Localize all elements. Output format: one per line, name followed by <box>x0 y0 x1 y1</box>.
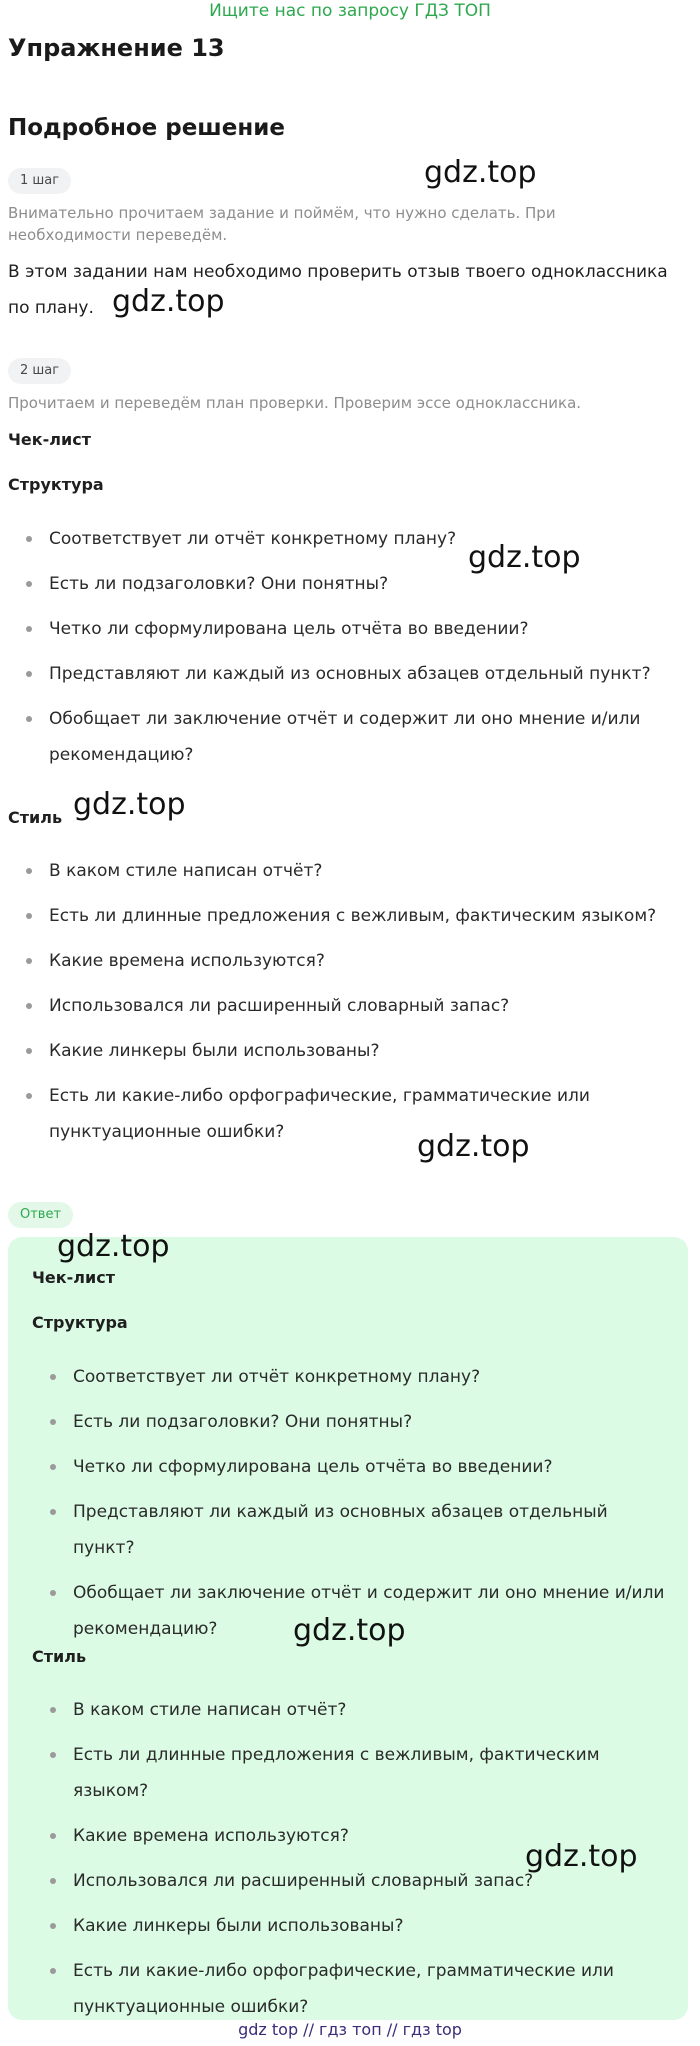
watermark: gdz.top <box>73 787 186 822</box>
answer-structure-heading: Структура <box>32 1313 128 1332</box>
step-1-badge: 1 шаг <box>8 168 71 194</box>
watermark: gdz.top <box>293 1613 406 1648</box>
list-item: Представляют ли каждый из основных абзацев отдельный пункт? <box>8 656 668 692</box>
step-1-hint: Внимательно прочитаем задание и поймём, что нужно сделать. При необходимости переведём. <box>8 204 556 244</box>
list-item: Какие времена используются? <box>8 943 668 979</box>
list-item: Четко ли сформулирована цель отчёта во введении? <box>32 1449 672 1485</box>
list-item: Соответствует ли отчёт конкретному плану? <box>32 1359 672 1395</box>
footer-links[interactable]: gdz top // гдз топ // гдз top <box>238 2020 462 2039</box>
list-item: Какие линкеры были использованы? <box>32 1908 672 1944</box>
watermark: gdz.top <box>417 1129 530 1164</box>
structure-heading: Структура <box>8 475 104 494</box>
list-item: Соответствует ли отчёт конкретному плану? <box>8 521 668 557</box>
list-item: Есть ли какие-либо орфографические, грамматические или пунктуационные ошибки? <box>8 1078 668 1150</box>
style-list <box>8 853 668 1159</box>
step-2-badge: 2 шаг <box>8 358 71 384</box>
watermark: gdz.top <box>424 155 537 190</box>
list-item: Использовался ли расширенный словарный запас? <box>8 988 668 1024</box>
list-item: В каком стиле написан отчёт? <box>8 853 668 889</box>
watermark: gdz.top <box>112 284 225 319</box>
solution-heading: Подробное решение <box>8 115 285 141</box>
list-item: Есть ли подзаголовки? Они понятны? <box>8 566 668 602</box>
list-item: Есть ли длинные предложения с вежливым, фактическим языком? <box>8 898 668 934</box>
page-title: Упражнение 13 <box>8 34 225 62</box>
step-1-text: В этом задании нам необходимо проверить отзыв твоего одноклассника по плану. <box>8 262 668 318</box>
answer-checklist-heading: Чек-лист <box>32 1268 115 1287</box>
answer-style-heading: Стиль <box>32 1647 87 1666</box>
list-item: Представляют ли каждый из основных абзацев отдельный пункт? <box>32 1494 672 1566</box>
watermark: gdz.top <box>468 540 581 575</box>
style-heading: Стиль <box>8 808 63 827</box>
list-item: Есть ли какие-либо орфографические, грамматические или пунктуационные ошибки? <box>32 1953 672 2025</box>
answer-structure-list <box>32 1359 672 1656</box>
list-item: Четко ли сформулирована цель отчёта во введении? <box>8 611 668 647</box>
list-item: Обобщает ли заключение отчёт и содержит ли оно мнение и/или рекомендацию? <box>8 701 668 773</box>
list-item: Обобщает ли заключение отчёт и содержит ли оно мнение и/или рекомендацию? <box>32 1575 672 1647</box>
watermark: gdz.top <box>525 1839 638 1874</box>
search-banner: Ищите нас по запросу ГДЗ ТОП <box>209 1 491 21</box>
answer-badge: Ответ <box>8 1202 73 1228</box>
step-2-hint: Прочитаем и переведём план проверки. Проверим эссе одноклассника. <box>8 394 582 412</box>
watermark: gdz.top <box>57 1229 170 1264</box>
list-item: Есть ли длинные предложения с вежливым, фактическим языком? <box>32 1737 672 1809</box>
list-item: Есть ли подзаголовки? Они понятны? <box>32 1404 672 1440</box>
list-item: Использовался ли расширенный словарный запас? <box>32 1863 672 1899</box>
list-item: В каком стиле написан отчёт? <box>32 1692 672 1728</box>
list-item: Какие линкеры были использованы? <box>8 1033 668 1069</box>
list-item: Какие времена используются? <box>32 1818 672 1854</box>
checklist-heading: Чек-лист <box>8 430 91 449</box>
